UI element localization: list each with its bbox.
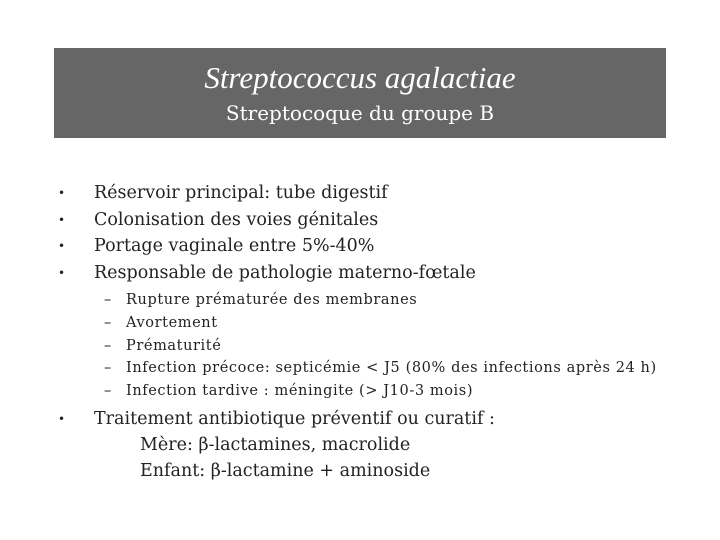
sub-bullet-item [58, 357, 708, 380]
sub-bullet-text: Rupture prématurée des membranes [126, 292, 418, 308]
sub-bullet-text: Avortement [126, 314, 218, 331]
treatment-line [58, 458, 708, 484]
bullet-text: Traitement antibiotique préventif ou curatif : [94, 408, 495, 429]
dash-marker: – [104, 360, 112, 377]
bullet-dot: • [58, 411, 66, 426]
bullet-item [58, 207, 708, 234]
sub-bullet-item [58, 380, 708, 403]
title-banner [54, 48, 666, 138]
treatment-line [58, 432, 708, 458]
bullet-item [58, 260, 708, 287]
bullet-dot: • [58, 239, 66, 253]
sub-bullet-item [58, 312, 708, 335]
sub-bullet-item [58, 289, 708, 312]
bullet-text: Responsable de pathologie materno-fœtale [94, 262, 476, 283]
bullet-text: Réservoir principal: tube digestif [94, 183, 388, 203]
slide-subtitle: Streptocoque du groupe B [225, 101, 495, 125]
slide-content [58, 180, 708, 484]
dash-marker: – [104, 383, 112, 400]
sub-bullet-text: Infection tardive : méningite (> J10-3 mois) [126, 383, 474, 400]
sub-bullet-text: Prématurité [126, 337, 222, 354]
bullet-text: Portage vaginale entre 5%-40% [94, 236, 375, 256]
bullet-item [58, 233, 708, 260]
bullet-item [58, 180, 708, 207]
sub-bullet-list [58, 289, 708, 403]
dash-marker: – [104, 314, 112, 331]
slide-title: Streptococcus agalactiae [204, 60, 516, 95]
treatment-child: Enfant: β-lactamine + aminoside [140, 461, 431, 482]
bullet-item [58, 406, 708, 433]
dash-marker: – [104, 292, 112, 308]
dash-marker: – [104, 337, 112, 354]
sub-bullet-item [58, 335, 708, 358]
bullet-dot: • [58, 186, 66, 200]
sub-bullet-text: Infection précoce: septicémie < J5 (80% des infections après 24 h) [126, 360, 657, 377]
treatment-mother: Mère: β-lactamines, macrolide [140, 435, 411, 456]
bullet-dot: • [58, 212, 66, 227]
bullet-dot: • [58, 265, 66, 280]
bullet-text: Colonisation des voies génitales [94, 209, 379, 230]
